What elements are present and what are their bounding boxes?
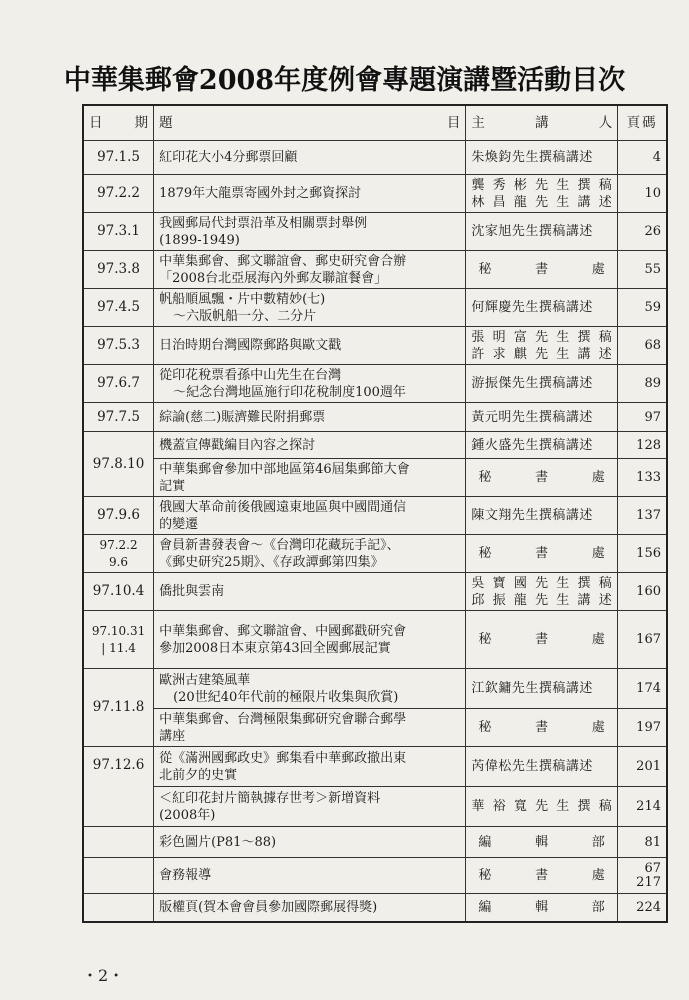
row-page: 160 xyxy=(618,573,667,611)
row-title: 從《滿洲國郵政史》郵集看中華郵政撤出東 北前夕的史實 xyxy=(154,747,466,787)
row-date xyxy=(83,858,154,894)
row-speaker: 張明富先生撰稿 許求麒先生講述 xyxy=(466,327,618,365)
row-page: 89 xyxy=(618,365,667,403)
row-page: 197 xyxy=(618,709,667,747)
row-date: 97.5.3 xyxy=(83,327,154,365)
row-speaker: 編輯部 xyxy=(466,827,618,858)
row-date: 97.11.8 xyxy=(83,669,154,747)
row-speaker: 秘書處 xyxy=(466,535,618,573)
page-title: 中華集郵會2008年度例會專題演講暨活動目次 xyxy=(63,65,626,96)
table-row xyxy=(83,141,667,175)
row-title: 會員新書發表會～《台灣印花藏玩手記》、 《郵史研究25期》、《存政譚郵第四集》 xyxy=(154,535,466,573)
table-row xyxy=(83,573,667,611)
row-title: 我國郵局代封票沿革及相關票封舉例 (1899-1949) xyxy=(154,213,466,251)
header-speaker: 主講人 xyxy=(466,105,618,141)
table-row xyxy=(83,459,667,497)
row-date: 97.1.5 xyxy=(83,141,154,175)
row-page: 81 xyxy=(618,827,667,858)
row-title: 歐洲古建築風華 (20世紀40年代前的極限片收集與欣賞) xyxy=(154,669,466,709)
table-row xyxy=(83,403,667,432)
row-page: 4 xyxy=(618,141,667,175)
row-title: 從印花稅票看孫中山先生在台灣 ～紀念台灣地區施行印花稅制度100週年 xyxy=(154,365,466,403)
row-speaker: 華裕寬先生撰稿 xyxy=(466,787,618,827)
row-page: 167 xyxy=(618,611,667,669)
row-speaker: 芮偉松先生撰稿講述 xyxy=(466,747,618,787)
table-row xyxy=(83,858,667,894)
row-title: 紅印花大小4分郵票回顧 xyxy=(154,141,466,175)
row-title: 會務報導 xyxy=(154,858,466,894)
table-row xyxy=(83,709,667,747)
row-page: 97 xyxy=(618,403,667,432)
row-page: 133 xyxy=(618,459,667,497)
row-title: 中華集郵會參加中部地區第46屆集郵節大會 記實 xyxy=(154,459,466,497)
row-speaker: 秘書處 xyxy=(466,709,618,747)
table-row xyxy=(83,432,667,459)
row-page: 67 217 xyxy=(618,858,667,894)
row-page: 137 xyxy=(618,497,667,535)
row-speaker: 游振傑先生撰稿講述 xyxy=(466,365,618,403)
table-row xyxy=(83,747,667,787)
row-page: 128 xyxy=(618,432,667,459)
table-row xyxy=(83,365,667,403)
row-date: 97.9.6 xyxy=(83,497,154,535)
row-title: 日治時期台灣國際郵路與歐文戳 xyxy=(154,327,466,365)
contents-table xyxy=(82,104,668,923)
table-row xyxy=(83,289,667,327)
row-date xyxy=(83,827,154,858)
header-date: 日期 xyxy=(83,105,154,141)
row-title: 1879年大龍票寄國外封之郵資探討 xyxy=(154,175,466,213)
table-row xyxy=(83,327,667,365)
row-page: 214 xyxy=(618,787,667,827)
row-title: 帆船順風飄・片中數精妙(七) ～六版帆船一分、二分片 xyxy=(154,289,466,327)
row-title: 彩色圖片(P81～88) xyxy=(154,827,466,858)
row-date: 97.2.2 9.6 xyxy=(83,535,154,573)
row-page: 201 xyxy=(618,747,667,787)
table-row xyxy=(83,787,667,827)
row-speaker: 陳文翔先生撰稿講述 xyxy=(466,497,618,535)
row-title: 機蓋宣傳戳編目內容之探討 xyxy=(154,432,466,459)
row-date: 97.3.1 xyxy=(83,213,154,251)
row-date: 97.10.4 xyxy=(83,573,154,611)
table-row xyxy=(83,175,667,213)
row-title: ＜紅印花封片簡執據存世考＞新增資料 (2008年) xyxy=(154,787,466,827)
table-row xyxy=(83,497,667,535)
row-speaker: 沈家旭先生撰稿講述 xyxy=(466,213,618,251)
row-title: 版權頁(賀本會會員參加國際郵展得獎) xyxy=(154,894,466,922)
row-speaker: 江欽鏞先生撰稿講述 xyxy=(466,669,618,709)
row-title: 僑批與雲南 xyxy=(154,573,466,611)
row-speaker: 黃元明先生撰稿講述 xyxy=(466,403,618,432)
page-number: ・2・ xyxy=(82,966,125,985)
row-title: 綜論(慈二)賑濟難民附捐郵票 xyxy=(154,403,466,432)
row-page: 10 xyxy=(618,175,667,213)
row-speaker: 秘書處 xyxy=(466,611,618,669)
row-date xyxy=(83,894,154,922)
row-date: 97.3.8 xyxy=(83,251,154,289)
row-date: 97.4.5 xyxy=(83,289,154,327)
header-row xyxy=(83,105,667,141)
row-page: 174 xyxy=(618,669,667,709)
row-title: 中華集郵會、郵文聯誼會、郵史研究會合辦 「2008台北亞展海內外郵友聯誼餐會」 xyxy=(154,251,466,289)
row-date: 97.6.7 xyxy=(83,365,154,403)
row-speaker: 鍾火盛先生撰稿講述 xyxy=(466,432,618,459)
header-page: 頁碼 xyxy=(618,105,667,141)
table-row xyxy=(83,535,667,573)
row-page: 68 xyxy=(618,327,667,365)
row-title: 俄國大革命前後俄國遠東地區與中國間通信 的變遷 xyxy=(154,497,466,535)
row-date: 97.10.31 | 11.4 xyxy=(83,611,154,669)
table-row xyxy=(83,213,667,251)
table-row xyxy=(83,611,667,669)
row-date: 97.8.10 xyxy=(83,432,154,497)
row-page: 26 xyxy=(618,213,667,251)
row-title: 中華集郵會、郵文聯誼會、中國郵戳研究會 參加2008日本東京第43回全國郵展記實 xyxy=(154,611,466,669)
row-date: 97.7.5 xyxy=(83,403,154,432)
row-speaker: 秘書處 xyxy=(466,459,618,497)
row-date: 97.2.2 xyxy=(83,175,154,213)
header-title: 題目 xyxy=(154,105,466,141)
table-row xyxy=(83,251,667,289)
row-speaker: 朱煥鈞先生撰稿講述 xyxy=(466,141,618,175)
row-page: 59 xyxy=(618,289,667,327)
table-row xyxy=(83,669,667,709)
table-row xyxy=(83,894,667,922)
row-title: 中華集郵會、台灣極限集郵研究會聯合郵學 講座 xyxy=(154,709,466,747)
row-speaker: 秘書處 xyxy=(466,858,618,894)
row-date: 97.12.6 xyxy=(83,747,154,827)
row-page: 55 xyxy=(618,251,667,289)
row-page: 156 xyxy=(618,535,667,573)
row-page: 224 xyxy=(618,894,667,922)
row-speaker: 龔秀彬先生撰稿 林昌龍先生講述 xyxy=(466,175,618,213)
row-speaker: 編輯部 xyxy=(466,894,618,922)
table-row xyxy=(83,827,667,858)
row-speaker: 吳寶國先生撰稿 邱振龍先生講述 xyxy=(466,573,618,611)
row-speaker: 何輝慶先生撰稿講述 xyxy=(466,289,618,327)
row-speaker: 秘書處 xyxy=(466,251,618,289)
